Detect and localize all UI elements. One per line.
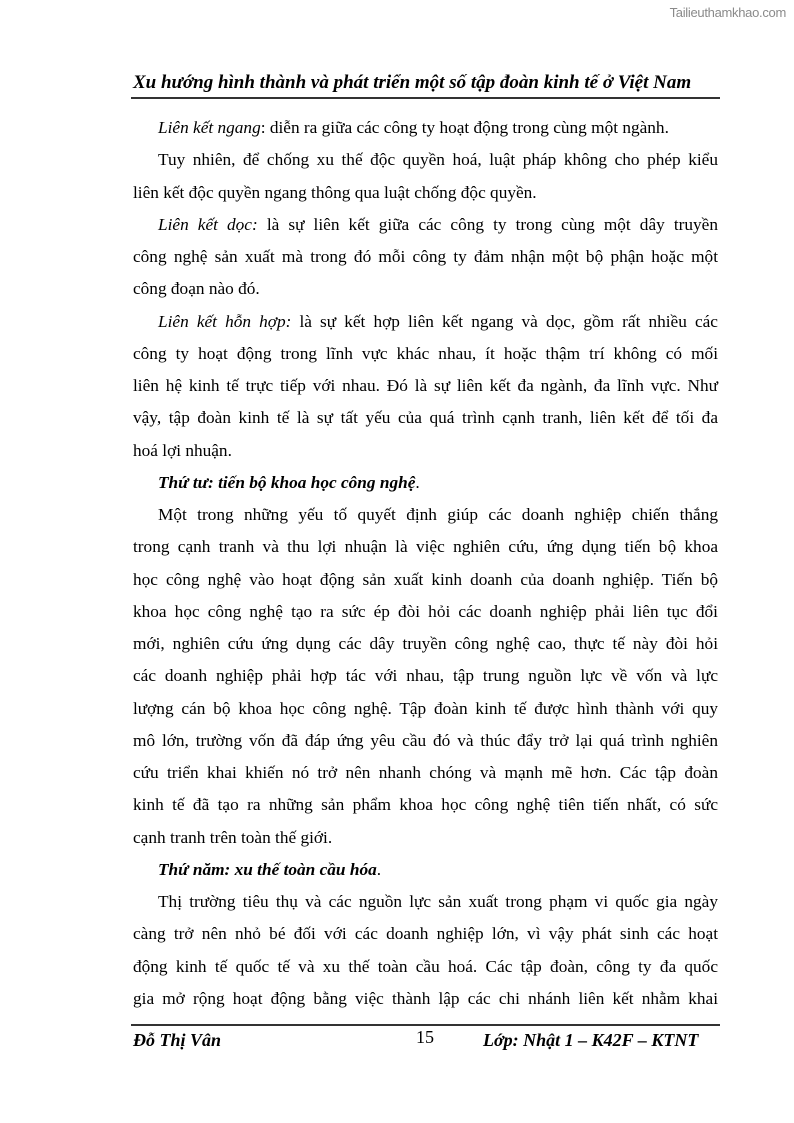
line-text: liên kết độc quyền ngang thông qua luật chống độc quyền.	[133, 182, 537, 202]
line-text: công đoạn nào đó.	[133, 279, 260, 299]
text-line	[133, 725, 718, 757]
line-text: .	[415, 472, 420, 492]
footer-class: Lớp: Nhật 1 – K42F – KTNT	[483, 1030, 699, 1050]
section-heading: Thứ tư: tiến bộ khoa học công nghệ	[158, 472, 416, 492]
line-text: Một trong những yếu tố quyết định giúp các doanh nghiệp chiến thắng	[158, 505, 718, 524]
section-heading: Thứ năm: xu thế toàn cầu hóa	[158, 859, 377, 879]
text-line	[133, 402, 718, 434]
term-label: Liên kết ngang	[158, 118, 261, 137]
text-line	[133, 822, 718, 854]
text-line	[133, 886, 718, 918]
text-line	[133, 757, 718, 789]
line-text: : diễn ra giữa các công ty hoạt động trong cùng một ngành.	[260, 118, 669, 137]
paragraph	[133, 112, 718, 144]
text-line	[133, 112, 718, 144]
line-text: gia mở rộng hoạt động bằng việc thành lập các chi nhánh liên kết nhằm khai	[133, 988, 718, 1008]
line-text: cứu triển khai khiến nó trở nên nhanh chóng và mạnh mẽ hơn. Các tập đoàn	[133, 763, 718, 782]
line-text: lượng cán bộ khoa học công nghệ. Tập đoàn kinh tế được hình thành với quy	[133, 698, 718, 718]
watermark: Tailieuthamkhao.com	[669, 5, 786, 20]
paragraph	[133, 886, 718, 1015]
text-line	[133, 660, 718, 692]
text-line	[133, 918, 718, 950]
text-line	[133, 693, 718, 725]
line-text: Thị trường tiêu thụ và các nguồn lực sản xuất trong phạm vi quốc gia ngày	[158, 892, 718, 911]
paragraph	[133, 467, 718, 499]
line-text: kinh tế đã tạo ra những sản phẩm khoa học công nghệ tiên tiến nhất, có sức	[133, 795, 718, 815]
line-text: càng trở nên nhỏ bé đối với các doanh nghiệp lớn, vì vậy phát sinh các hoạt	[133, 924, 718, 944]
line-text: công ty hoạt động trong lĩnh vực khác nhau, ít hoặc thậm trí không có mối	[133, 343, 718, 363]
text-line	[133, 983, 718, 1015]
text-line	[133, 596, 718, 628]
footer-divider	[131, 1024, 720, 1026]
text-line	[133, 177, 718, 209]
line-text: trong cạnh tranh và thu lợi nhuận là việc nghiên cứu, ứng dụng tiến bộ khoa	[133, 537, 718, 557]
text-line	[133, 209, 718, 241]
line-text: mô lớn, trường vốn đã đáp ứng yêu cầu đó và thúc đẩy trở lại quá trình nghiên	[133, 730, 718, 750]
line-text: liên hệ kinh tế trực tiếp với nhau. Đó là sự liên kết đa ngành, đa lĩnh vực. Như	[133, 376, 718, 395]
line-text: khoa học công nghệ tạo ra sức ép đòi hỏi các doanh nghiệp phải liên tục đổi	[133, 601, 718, 621]
line-text: cạnh tranh trên toàn thế giới.	[133, 827, 333, 847]
line-text: mới, nghiên cứu ứng dụng các dây truyền công nghệ cao, thực tế này đòi hỏi	[133, 634, 718, 653]
line-text: .	[376, 859, 382, 879]
line-text: là sự kết hợp liên kết ngang và dọc, gồm rất nhiều các	[291, 311, 718, 331]
text-line	[133, 338, 718, 370]
text-line	[133, 628, 718, 660]
text-line	[133, 273, 718, 305]
line-text: là sự liên kết giữa các công ty trong cùng một dây truyền	[257, 214, 718, 234]
line-text: động kinh tế quốc tế và xu thế toàn cầu hoá. Các tập đoàn, công ty đa quốc	[133, 956, 718, 976]
term-label: Liên kết dọc:	[158, 214, 258, 234]
header-divider	[131, 97, 720, 99]
page-number: 15	[416, 1027, 434, 1047]
paragraph	[133, 144, 718, 209]
document-body	[133, 112, 718, 1015]
line-text: các doanh nghiệp phải hợp tác với nhau, tập trung nguồn lực về vốn và lực	[133, 666, 718, 686]
text-line	[133, 241, 718, 273]
text-line	[133, 467, 718, 499]
paragraph	[133, 499, 718, 854]
text-line	[133, 435, 718, 467]
text-line	[133, 306, 718, 338]
text-line	[133, 499, 718, 531]
paragraph	[133, 854, 718, 886]
line-text: vậy, tập đoàn kinh tế là sự tất yếu của quá trình cạnh tranh, liên kết để tối đa	[133, 408, 718, 428]
paragraph	[133, 306, 718, 467]
line-text: công nghệ sản xuất mà trong đó mỗi công ty đảm nhận một bộ phận hoặc một	[133, 247, 718, 266]
line-text: hoá lợi nhuận.	[133, 440, 232, 460]
running-header-title: Xu hướng hình thành và phát triển một số tập đoàn kinh tế ở Việt Nam	[133, 72, 692, 93]
paragraph	[133, 209, 718, 306]
line-text: Tuy nhiên, để chống xu thế độc quyền hoá, luật pháp không cho phép kiểu	[158, 150, 718, 170]
text-line	[133, 951, 718, 983]
term-label: Liên kết hỗn hợp:	[158, 311, 292, 331]
text-line	[133, 370, 718, 402]
text-line	[133, 531, 718, 563]
text-line	[133, 789, 718, 821]
footer-author: Đỗ Thị Vân	[133, 1030, 222, 1050]
text-line	[133, 144, 718, 176]
text-line	[133, 854, 718, 886]
text-line	[133, 564, 718, 596]
line-text: học công nghệ vào hoạt động sản xuất kinh doanh của doanh nghiệp. Tiến bộ	[133, 569, 718, 589]
